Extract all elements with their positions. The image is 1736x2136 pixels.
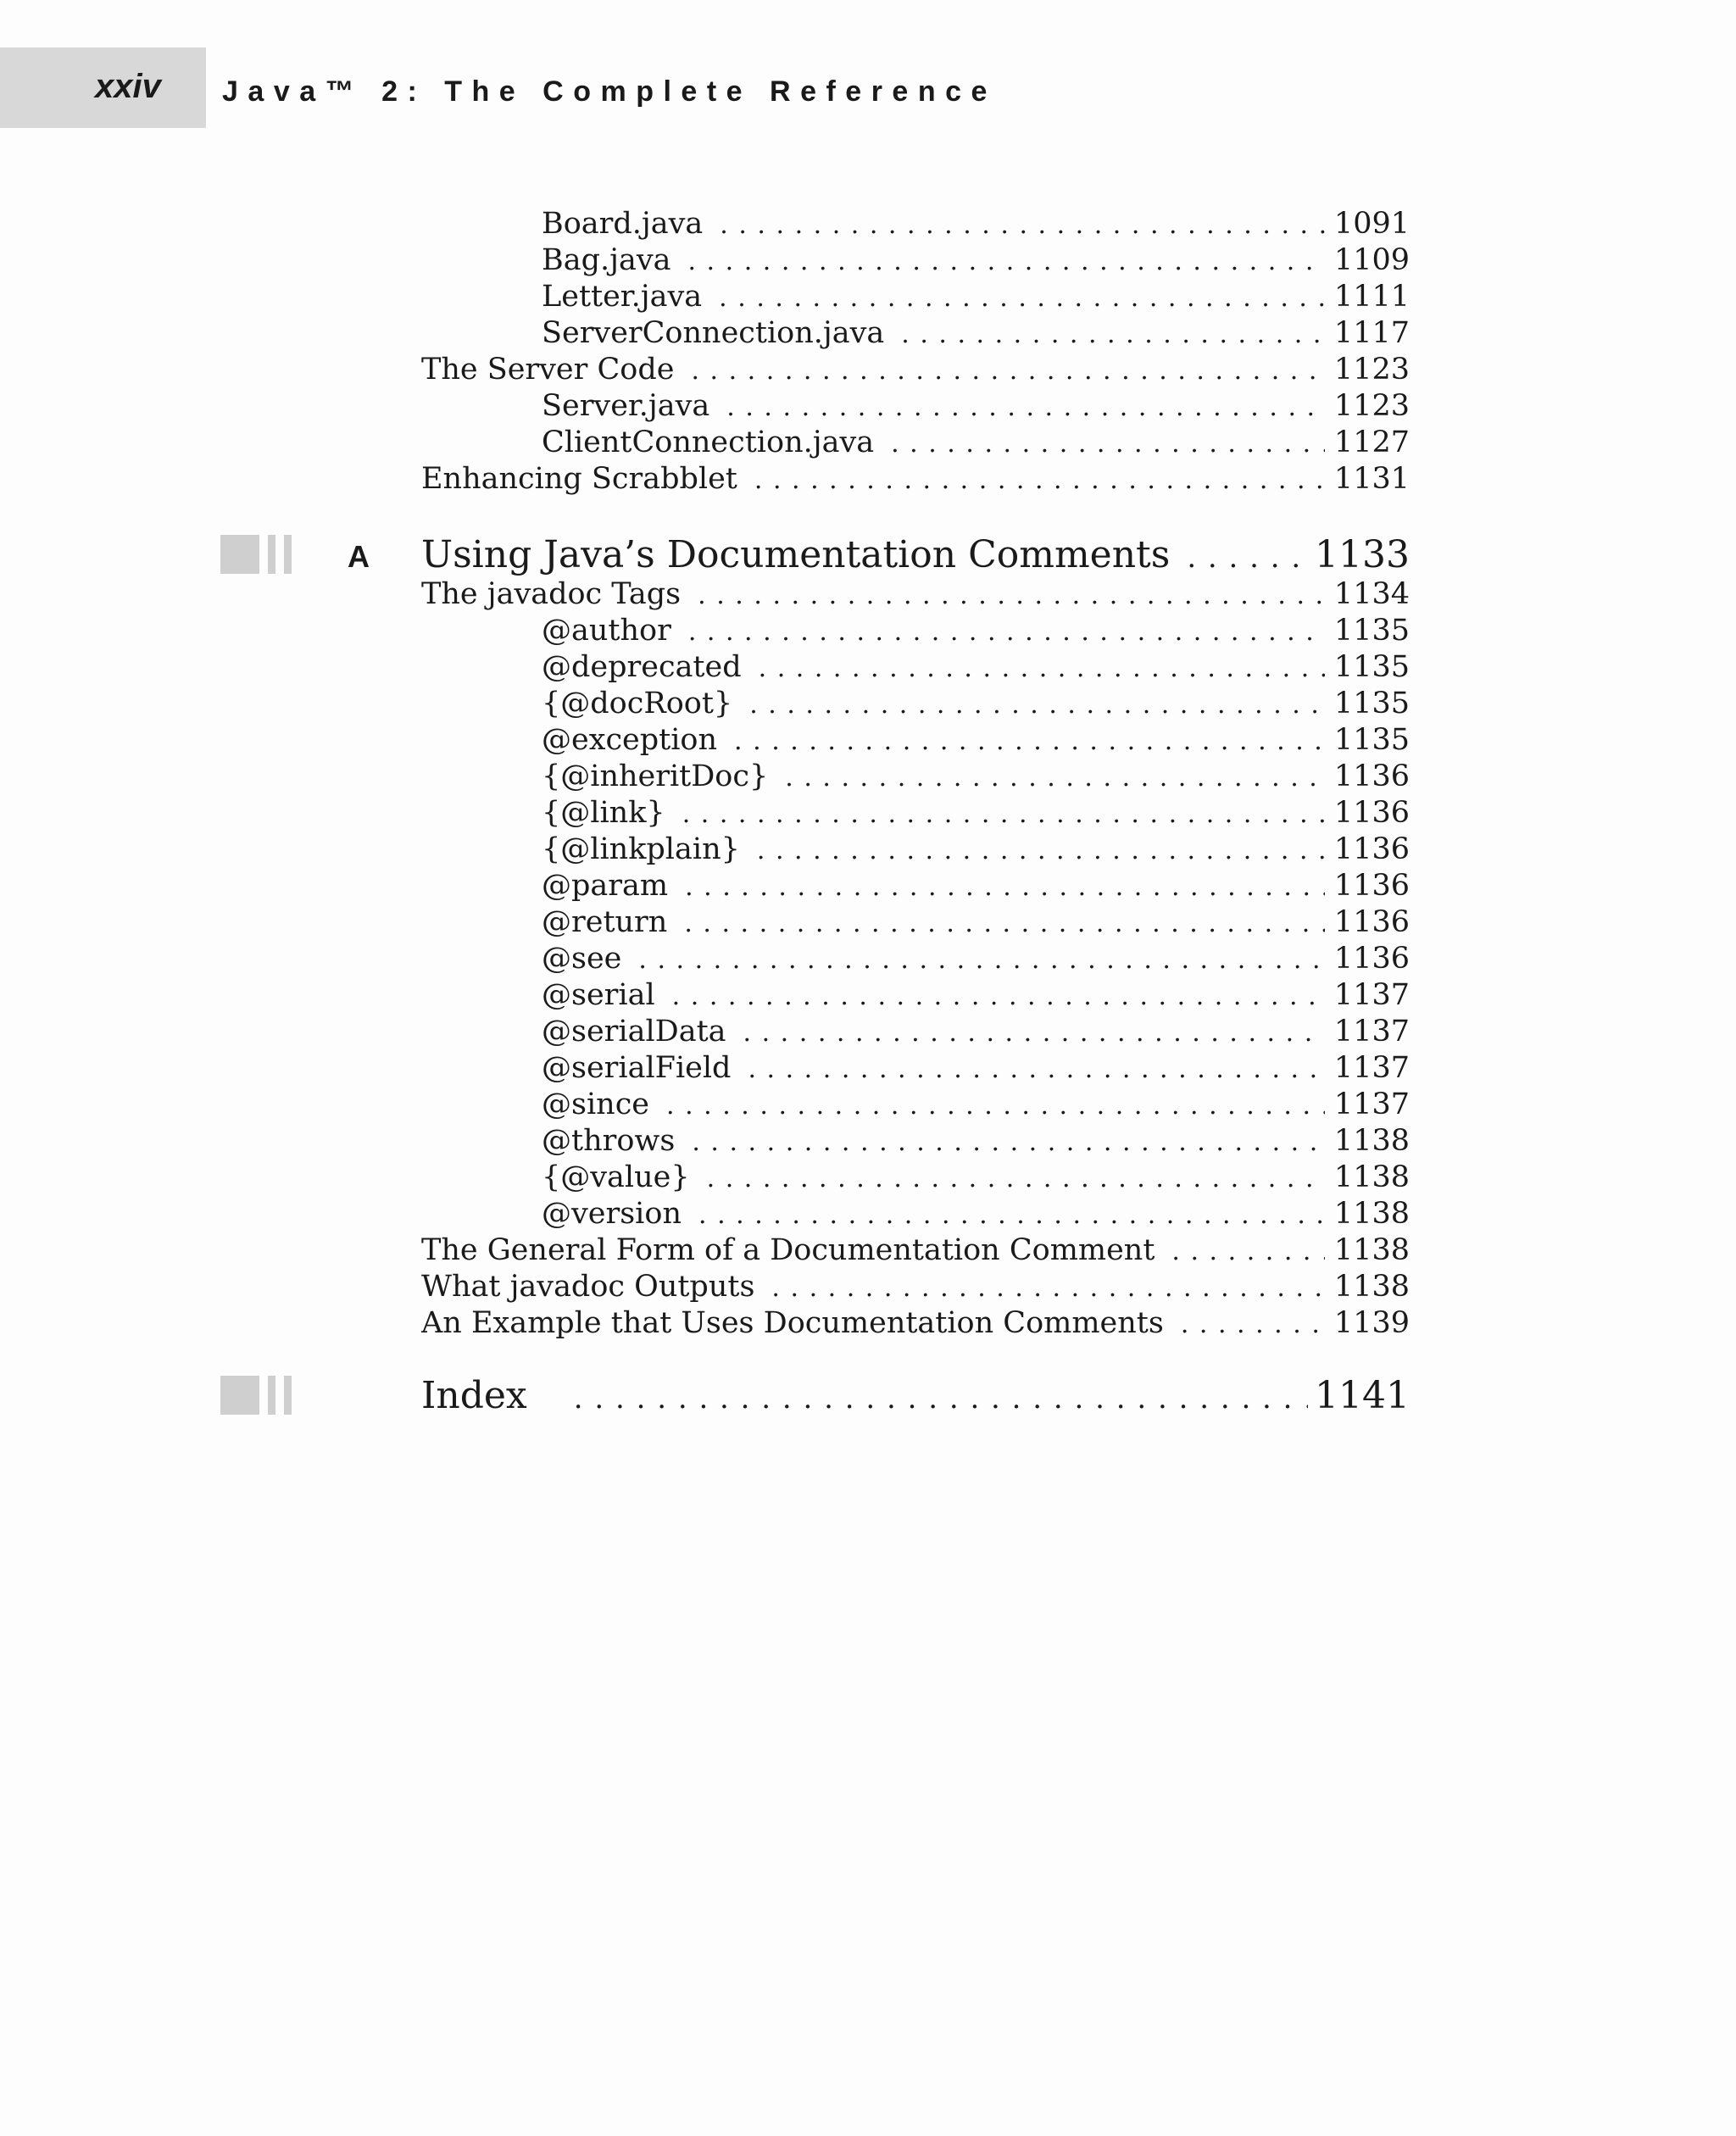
leader-dots <box>698 1197 1325 1232</box>
toc-index-entry[interactable] <box>421 1372 1410 1420</box>
toc-entry[interactable] <box>542 1123 1410 1160</box>
leader-dots <box>698 577 1325 613</box>
toc-entry[interactable] <box>542 941 1410 977</box>
leader-dots <box>638 942 1325 977</box>
toc-entry-page: 1137 <box>1333 1087 1410 1121</box>
index-page: 1141 <box>1315 1374 1410 1417</box>
toc-entry-label: @author <box>542 614 671 648</box>
toc-entry-page: 1136 <box>1333 942 1410 976</box>
chapter-page: 1133 <box>1315 533 1410 576</box>
leader-dots <box>1171 1233 1325 1269</box>
toc-entry-page: 1136 <box>1333 832 1410 866</box>
toc-entry[interactable] <box>542 795 1410 832</box>
toc-entry-label: Letter.java <box>542 280 703 314</box>
toc-entry-label: ClientConnection.java <box>542 426 875 459</box>
toc-entry-label: {@docRoot} <box>542 687 733 720</box>
leader-dots <box>1187 534 1308 579</box>
toc-entry[interactable] <box>542 315 1410 352</box>
header-book-title: Java™ 2: The Complete Reference <box>222 75 997 108</box>
toc-entry-page: 1136 <box>1333 869 1410 903</box>
leader-dots <box>757 832 1325 868</box>
leader-dots <box>726 389 1325 425</box>
chapter-marker-bar <box>284 535 292 574</box>
leader-dots <box>691 353 1325 388</box>
toc-entry[interactable] <box>542 279 1410 315</box>
leader-dots <box>682 796 1325 832</box>
toc-entry[interactable] <box>542 1087 1410 1123</box>
toc-entry-label: {@inheritDoc} <box>542 759 769 793</box>
toc-entry-label: @exception <box>542 723 718 757</box>
toc-entry-page: 1127 <box>1333 426 1410 459</box>
toc-entry-label: Board.java <box>542 207 704 241</box>
chapter-marker-bar <box>268 1376 275 1415</box>
toc-chapter-entry[interactable] <box>421 531 1410 579</box>
leader-dots <box>891 426 1325 461</box>
toc-entry-page: 1117 <box>1333 316 1410 350</box>
leader-dots <box>743 1015 1325 1050</box>
toc-entry-page: 1123 <box>1333 389 1410 423</box>
toc-entry-page: 1135 <box>1333 650 1410 684</box>
toc-entry[interactable] <box>542 1196 1410 1232</box>
toc-entry[interactable] <box>421 1269 1410 1305</box>
toc-entry[interactable] <box>421 461 1410 498</box>
toc-entry[interactable] <box>542 1160 1410 1196</box>
toc-entry-label: @serialField <box>542 1051 732 1085</box>
toc-entry-page: 1134 <box>1333 577 1410 611</box>
appendix-letter: A <box>348 539 370 574</box>
toc-entry-page: 1136 <box>1333 905 1410 939</box>
chapter-title: Using Java’s Documentation Comments <box>421 533 1171 576</box>
leader-dots <box>719 280 1325 315</box>
toc-entry[interactable] <box>542 722 1410 759</box>
toc-entry-page: 1138 <box>1333 1197 1410 1231</box>
leader-dots <box>720 207 1325 242</box>
toc-entry-page: 1137 <box>1333 1051 1410 1085</box>
toc-entry-page: 1111 <box>1333 280 1410 314</box>
toc-entry-page: 1136 <box>1333 759 1410 793</box>
toc-entry-label: @deprecated <box>542 650 742 684</box>
header-page-number: xxiv <box>95 68 161 105</box>
toc-entry-page: 1135 <box>1333 687 1410 720</box>
leader-dots <box>684 905 1325 941</box>
toc-entry-label: @return <box>542 905 668 939</box>
toc-entry[interactable] <box>542 425 1410 461</box>
toc-entry[interactable] <box>542 388 1410 425</box>
toc-entry[interactable] <box>421 576 1410 613</box>
leader-dots <box>672 978 1325 1014</box>
toc-entry-label: @see <box>542 942 622 976</box>
toc-entry-label: @since <box>542 1087 650 1121</box>
toc-entry[interactable] <box>542 1014 1410 1050</box>
toc-entry[interactable] <box>542 1050 1410 1087</box>
leader-dots <box>754 462 1325 498</box>
chapter-marker-bar <box>268 535 275 574</box>
toc-entry-page: 1138 <box>1333 1270 1410 1304</box>
toc-entry[interactable] <box>542 649 1410 686</box>
toc-entry-page: 1137 <box>1333 1015 1410 1049</box>
toc-entry[interactable] <box>542 977 1410 1014</box>
leader-dots <box>707 1160 1325 1196</box>
toc-entry[interactable] <box>542 868 1410 904</box>
leader-dots <box>759 650 1325 686</box>
toc-entry-label: ServerConnection.java <box>542 316 885 350</box>
toc-entry-page: 1138 <box>1333 1233 1410 1267</box>
toc-entry-page: 1135 <box>1333 723 1410 757</box>
toc-entry-page: 1139 <box>1333 1306 1410 1340</box>
toc-entry-label: An Example that Uses Documentation Comments <box>421 1306 1164 1340</box>
toc-entry-label: Bag.java <box>542 243 671 277</box>
leader-dots <box>734 723 1325 759</box>
toc-entry-label: What javadoc Outputs <box>421 1270 755 1304</box>
toc-entry[interactable] <box>542 242 1410 279</box>
toc-entry-page: 1138 <box>1333 1160 1410 1194</box>
toc-entry-label: The javadoc Tags <box>421 577 682 611</box>
toc-entry-label: @serialData <box>542 1015 726 1049</box>
leader-dots <box>685 869 1325 904</box>
toc-entry[interactable] <box>542 759 1410 795</box>
toc-entry-page: 1123 <box>1333 353 1410 387</box>
toc-entry-label: @throws <box>542 1124 676 1158</box>
toc-entry[interactable] <box>542 904 1410 941</box>
chapter-marker-block <box>220 1376 259 1415</box>
toc-entry-label: {@link} <box>542 796 665 830</box>
toc-entry-label: Server.java <box>542 389 710 423</box>
leader-dots <box>692 1124 1325 1160</box>
toc-entry-label: @version <box>542 1197 682 1231</box>
leader-dots <box>785 759 1325 795</box>
toc-entry[interactable] <box>542 613 1410 649</box>
toc-entry-label: Enhancing Scrabblet <box>421 462 737 496</box>
leader-dots <box>771 1270 1325 1305</box>
leader-dots <box>687 243 1325 279</box>
toc-entry-label: @serial <box>542 978 655 1012</box>
toc-entry[interactable] <box>421 1305 1410 1342</box>
toc-entry-page: 1138 <box>1333 1124 1410 1158</box>
toc-entry-label: The Server Code <box>421 353 675 387</box>
toc-entry-label: @param <box>542 869 669 903</box>
toc-entry-label: The General Form of a Documentation Comment <box>421 1233 1155 1267</box>
toc-entry-page: 1109 <box>1333 243 1410 277</box>
toc-entry-page: 1136 <box>1333 796 1410 830</box>
toc-entry-label: {@value} <box>542 1160 690 1194</box>
leader-dots <box>1181 1306 1325 1342</box>
leader-dots <box>666 1087 1325 1123</box>
toc-entry[interactable] <box>542 832 1410 868</box>
toc-entry[interactable] <box>421 352 1410 388</box>
toc-entry[interactable] <box>542 686 1410 722</box>
leader-dots <box>901 316 1325 352</box>
leader-dots <box>748 1051 1325 1087</box>
toc-entry-page: 1137 <box>1333 978 1410 1012</box>
chapter-marker-bar <box>284 1376 292 1415</box>
toc-entry-page: 1091 <box>1333 207 1410 241</box>
leader-dots <box>574 1375 1308 1420</box>
leader-dots <box>688 614 1325 649</box>
leader-dots <box>749 687 1325 722</box>
toc-entry-page: 1135 <box>1333 614 1410 648</box>
chapter-marker-block <box>220 535 259 574</box>
toc-entry-label: {@linkplain} <box>542 832 740 866</box>
index-title: Index <box>421 1374 527 1417</box>
toc-entry-page: 1131 <box>1333 462 1410 496</box>
toc-entry[interactable] <box>542 206 1410 242</box>
toc-entry[interactable] <box>421 1232 1410 1269</box>
